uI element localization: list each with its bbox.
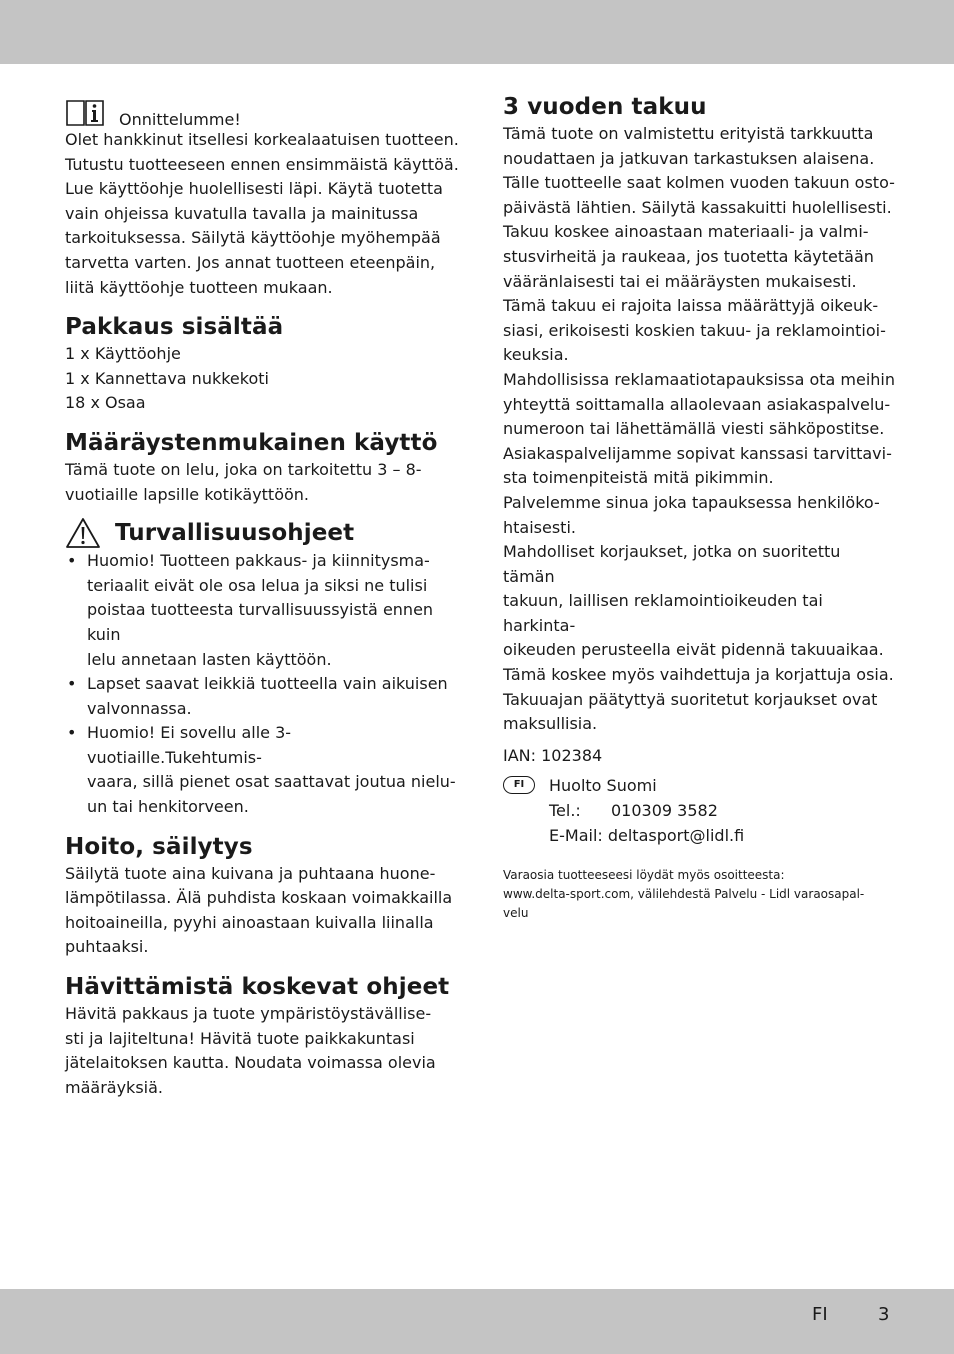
warranty-line: stusvirheitä ja raukeaa, jos tuotetta käytetään [503,246,874,266]
intro-greeting: Onnittelumme! [119,110,241,129]
intro-line: Lue käyttöohje huolellisesti läpi. Käytä tuotetta [65,179,443,199]
info-book-icon [65,98,105,128]
care-line: lämpötilassa. Älä puhdista koskaan voimakkailla [65,888,453,908]
warranty-line: päivästä lähtien. Säilytä kassakuitti huolellisesti. [503,197,892,217]
footer-language: FI [812,1304,828,1325]
package-section [65,312,465,416]
safety-item [65,549,465,672]
warranty-line: takuun, laillisen reklamointioikeuden tai harkinta- [503,591,823,635]
intended-use-section [65,428,465,507]
intended-use-heading: Määräystenmukainen käyttö [65,429,438,456]
intro-line: tarvetta varten. Jos annat tuotteen eteenpäin, [65,252,436,272]
disposal-section [65,972,465,1100]
safety-heading: Turvallisuusohjeet [115,520,355,547]
intro-line: Olet hankkinut itsellesi korkealaatuisen tuotteen. [65,130,459,149]
warranty-line: Palvelemme sinua joka tapauksessa henkilöko- [503,492,880,512]
intro-line: tarkoituksessa. Säilytä käyttöohje myöhempää [65,228,441,248]
warning-triangle-icon [65,517,101,549]
warranty-line: noudattaen ja jatkuvan tarkastuksen alaisena. [503,148,875,168]
warranty-line: Tämä koskee myös vaihdettuja ja korjattuja osia. [503,665,894,685]
care-section [65,832,465,960]
spare-parts-note [503,866,895,923]
disposal-heading: Hävittämistä koskevat ohjeet [65,974,450,1001]
safety-line: Huomio! Tuotteen pakkaus- ja kiinnitysma- [87,551,430,571]
country-badge: FI [503,776,535,794]
warranty-line: Takuu koskee ainoastaan materiaali- ja valmi- [503,222,869,242]
care-line: Säilytä tuote aina kuivana ja puhtaana huone- [65,863,436,883]
warranty-line: Tämä tuote on valmistettu erityistä tarkkuutta [503,124,874,143]
care-line: puhtaaksi. [65,937,149,957]
package-item: 1 x Käyttöohje [65,344,181,364]
care-line: hoitoaineilla, pyyhi ainoastaan kuivalla liinalla [65,912,434,932]
warranty-line: keuksia. [503,345,569,365]
package-item: 18 x Osaa [65,393,146,413]
warranty-line: sta toimenpiteistä mitä pikimmin. [503,468,774,488]
disposal-line: Hävitä pakkaus ja tuote ympäristöystävällise- [65,1004,432,1024]
safety-line: lelu annetaan lasten käyttöön. [87,649,332,669]
warranty-text [503,122,895,737]
phone-row [549,799,744,824]
safety-line: vaara, sillä pienet osat saattavat joutua nielu- [87,772,456,792]
warranty-line: siasi, erikoisesti koskien takuu- ja reklamointioi- [503,320,886,340]
left-column [65,92,465,1100]
safety-heading-row [65,517,465,549]
page-number: 3 [878,1304,890,1325]
warranty-line: Asiakaspalvelijamme sopivat kanssasi tarvittavi- [503,443,892,463]
note-line: Varaosia tuotteeseesi löydät myös osoitteesta: [503,868,785,883]
safety-section [65,517,465,820]
disposal-line: määräyksiä. [65,1077,163,1097]
warranty-line: Mahdolliset korjaukset, jotka on suoritettu tämän [503,542,841,586]
warranty-line: yhteyttä soittamalla allaolevaan asiakaspalvelu- [503,394,891,414]
ian-number: IAN: 102384 [503,745,603,765]
warranty-line: numeroon tai lähettämällä viesti sähköpostitse. [503,419,885,439]
safety-item [65,721,465,819]
warranty-line: oikeuden perusteella eivät pidennä takuuaikaa. [503,640,884,660]
warranty-line: vääränlaisesti tai ei määräysten mukaisesti. [503,271,857,291]
disposal-line: sti ja lajiteltuna! Hävitä tuote paikkakuntasi [65,1028,415,1048]
intended-use-line: vuotiaille lapsille kotikäyttöön. [65,484,310,504]
package-item: 1 x Kannettava nukkekoti [65,368,269,388]
safety-line: valvonnassa. [87,698,192,718]
note-line: www.delta-sport.com, välilehdestä Palvelu - Lidl varaosapal- [503,887,865,902]
safety-line: un tai henkitorveen. [87,797,249,817]
disposal-line: jätelaitoksen kautta. Noudata voimassa olevia [65,1053,436,1073]
warranty-line: Takuuajan päätyttyä suoritetut korjaukset ovat [503,689,878,709]
safety-list [65,549,465,820]
note-line: velu [503,906,529,921]
intro-text [65,128,465,300]
safety-line: Lapset saavat leikkiä tuotteella vain aikuisen [87,674,448,694]
phone-number: 010309 3582 [611,801,718,821]
warranty-line: maksullisia. [503,714,598,734]
package-heading: Pakkaus sisältää [65,314,284,341]
warranty-line: Tämä takuu ei rajoita laissa määrättyjä oikeuk- [503,296,879,316]
email-line: E-Mail: deltasport@lidl.fi [549,825,745,845]
warranty-line: Tälle tuotteelle saat kolmen vuoden takuun osto- [503,173,895,193]
intro-heading [65,92,465,128]
bottom-gray-band [0,1289,954,1354]
top-gray-band [0,0,954,64]
service-name: Huolto Suomi [549,776,657,796]
intro-line: vain ohjeissa kuvatulla tavalla ja mainitussa [65,203,419,223]
safety-line: poistaa tuotteesta turvallisuussyistä ennen kuin [87,600,434,644]
intro-line: liitä käyttöohje tuotteen mukaan. [65,277,333,297]
safety-line: Huomio! Ei sovellu alle 3-vuotiaille.Tukehtumis- [87,723,292,767]
care-heading: Hoito, säilytys [65,833,253,860]
warranty-line: htaisesti. [503,517,576,537]
safety-line: teriaalit eivät ole osa lelua ja siksi ne tulisi [87,575,428,595]
right-column [503,92,895,923]
contact-lines [549,774,744,848]
phone-label: Tel.: [549,801,581,821]
intended-use-line: Tämä tuote on lelu, joka on tarkoitettu 3 – 8- [65,459,422,479]
safety-item [65,672,465,721]
service-contact [503,774,895,848]
intro-line: Tutustu tuotteeseen ennen ensimmäistä käyttöä. [65,154,459,174]
warranty-line: Mahdollisissa reklamaatiotapauksissa ota meihin [503,369,896,389]
warranty-heading: 3 vuoden takuu [503,94,707,120]
